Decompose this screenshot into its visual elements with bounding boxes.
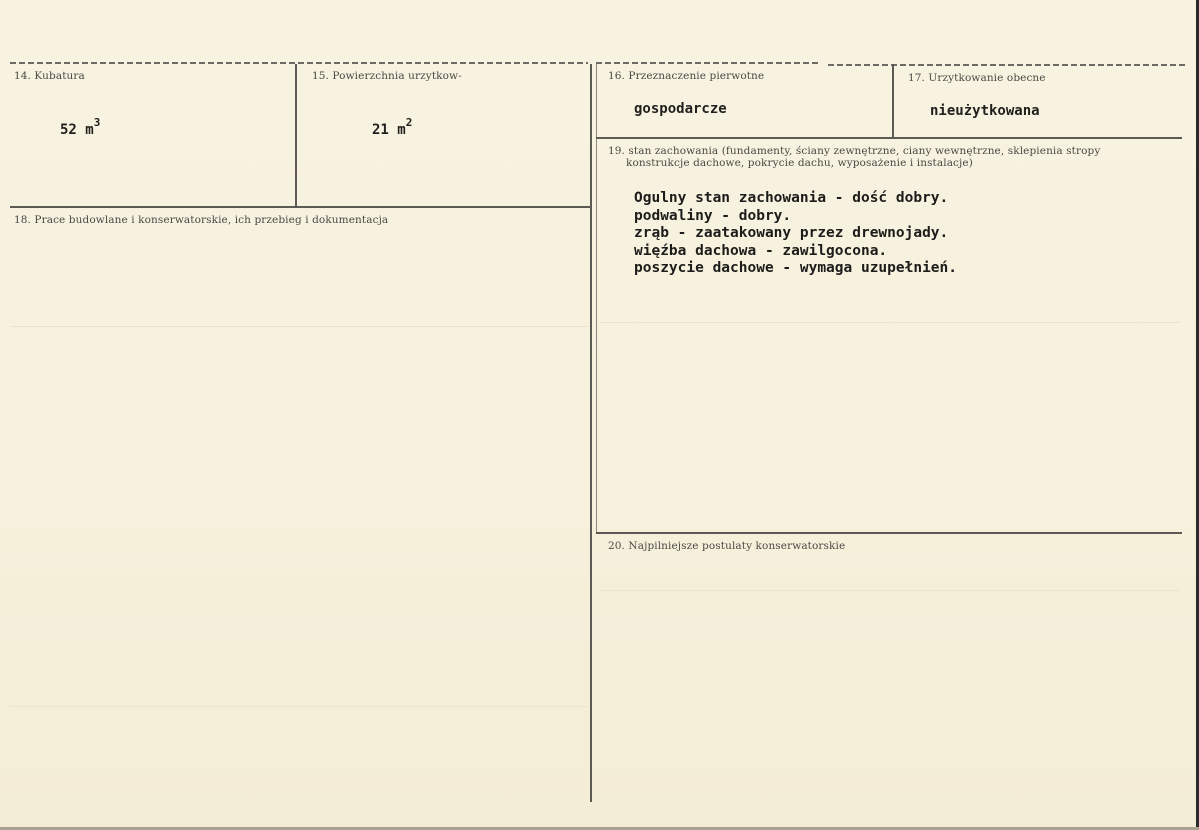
divider-center bbox=[590, 64, 592, 802]
stan-line: poszycie dachowe - wymaga uzupełnień. bbox=[634, 260, 958, 276]
powierzchnia-value bbox=[372, 116, 412, 138]
powierzchnia-number: 21 m bbox=[372, 122, 406, 138]
stan-description bbox=[634, 190, 957, 278]
faint-line bbox=[10, 706, 588, 707]
kubatura-unit-exponent: 3 bbox=[93, 116, 101, 129]
divider-14-15 bbox=[295, 64, 297, 206]
top-rule-right bbox=[828, 64, 1188, 66]
top-rule-left bbox=[10, 62, 588, 64]
stan-label-line-1: 19. stan zachowania (fundamenty, ściany zewnętrzne, ciany wewnętrzne, sklepienia stropy bbox=[608, 145, 1101, 157]
stan-line: zrąb - zaatakowany przez drewnojady. bbox=[634, 225, 949, 241]
powierzchnia-unit-exponent: 2 bbox=[405, 116, 413, 129]
przeznaczenie-label: 16. Przeznaczenie pierwotne bbox=[608, 70, 765, 82]
rule-under-14-15 bbox=[10, 206, 590, 208]
postulaty-label: 20. Najpilniejsze postulaty konserwatorskie bbox=[608, 540, 846, 552]
divider-left-inner bbox=[596, 64, 597, 534]
faint-line bbox=[600, 322, 1180, 323]
kubatura-number: 52 m bbox=[60, 122, 94, 138]
przeznaczenie-value: gospodarcze bbox=[634, 101, 727, 117]
kubatura-value bbox=[60, 116, 100, 138]
uzytkowanie-label: 17. Urzytkowanie obecne bbox=[908, 72, 1046, 84]
kubatura-label: 14. Kubatura bbox=[14, 70, 85, 82]
faint-line bbox=[600, 590, 1180, 591]
stan-line: podwaliny - dobry. bbox=[634, 207, 792, 224]
prace-label: 18. Prace budowlane i konserwatorskie, ich przebieg i dokumentacja bbox=[14, 214, 389, 226]
stan-label-line-2: konstrukcje dachowe, pokrycie dachu, wyposażenie i instalacje) bbox=[626, 157, 973, 169]
powierzchnia-label: 15. Powierzchnia urzytkow- bbox=[312, 70, 462, 82]
uzytkowanie-value: nieużytkowana bbox=[930, 103, 1040, 119]
stan-line: więźba dachowa - zawilgocona. bbox=[634, 242, 888, 259]
rule-under-19 bbox=[596, 532, 1182, 534]
top-rule-middle bbox=[596, 62, 820, 64]
divider-16-17 bbox=[892, 64, 894, 138]
stan-line: Ogulny stan zachowania - dość dobry. bbox=[634, 190, 949, 206]
faint-line bbox=[10, 326, 588, 327]
rule-under-16-17 bbox=[596, 137, 1182, 139]
